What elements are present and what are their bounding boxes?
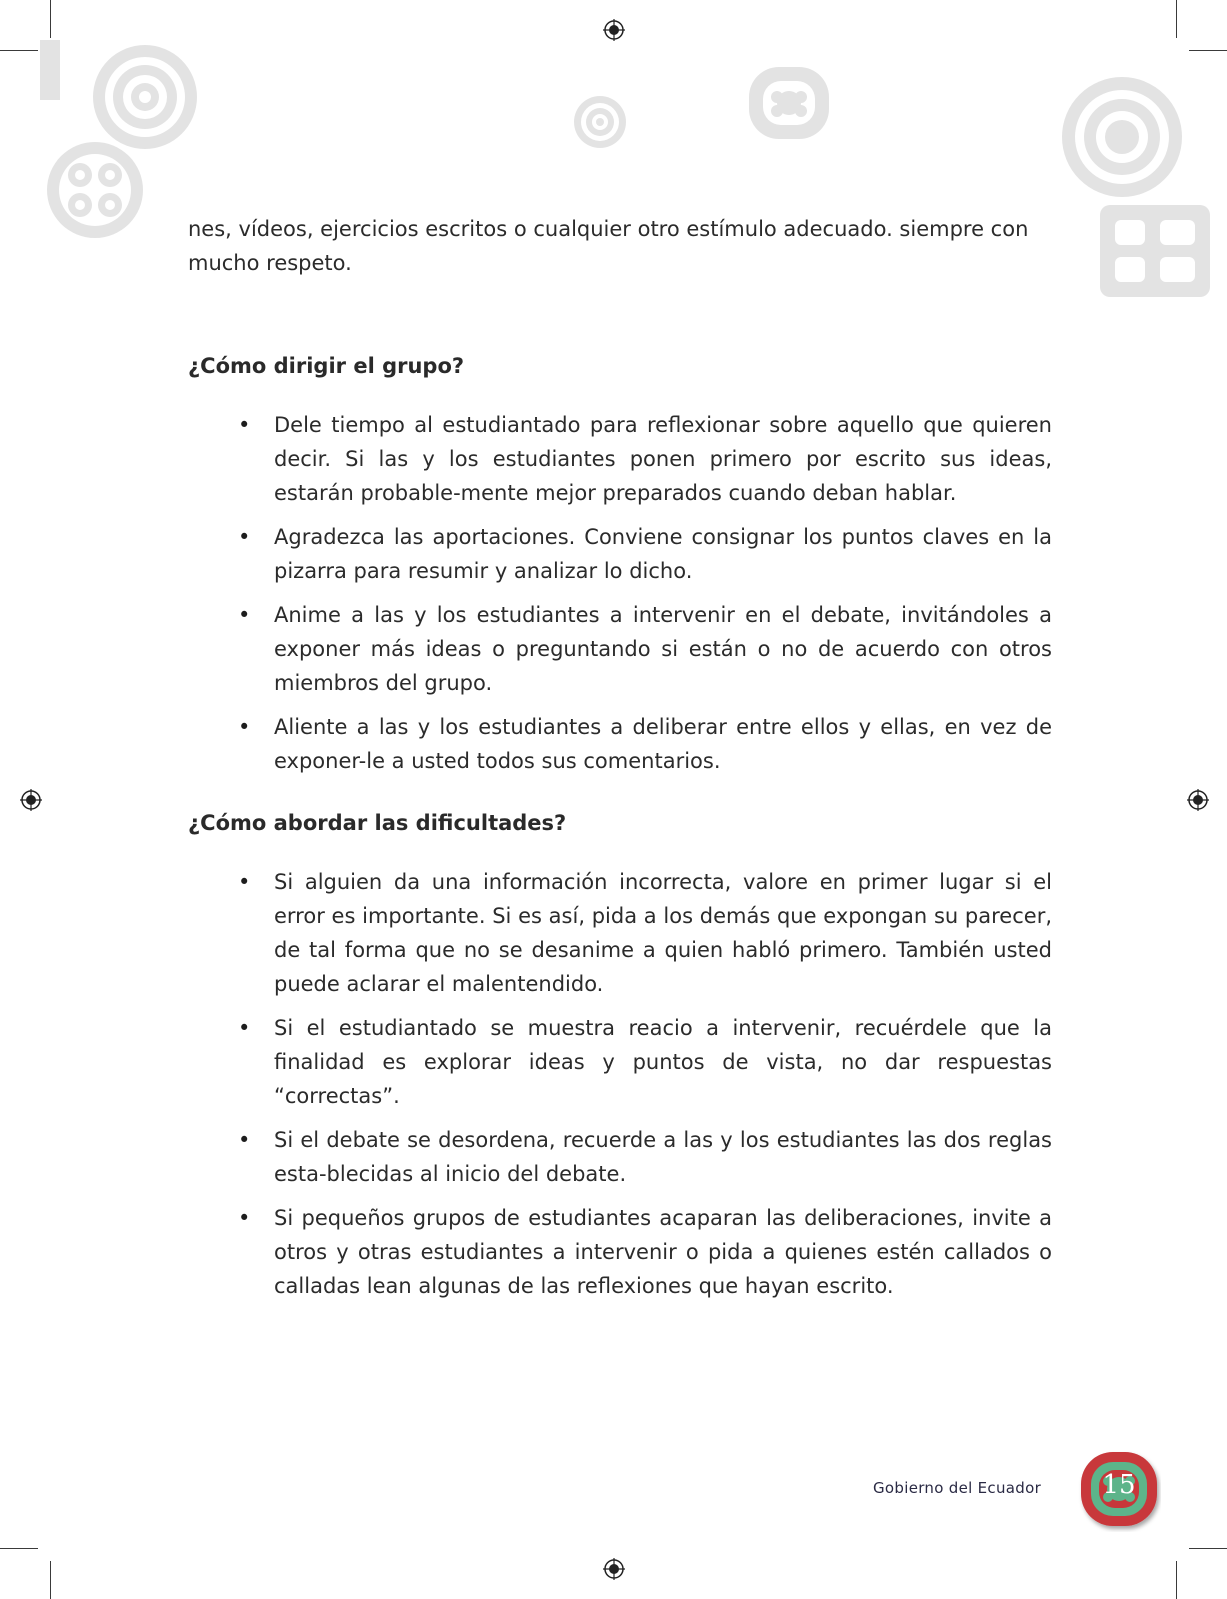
bullet-icon: • [238,870,251,894]
list-item [188,1201,1052,1303]
section-heading-dirigir: ¿Cómo dirigir el grupo? [188,354,465,378]
bullet-icon: • [238,1128,251,1152]
section-heading-dificultades: ¿Cómo abordar las dificultades? [188,811,567,835]
intro-paragraph: nes, vídeos, ejercicios escritos o cualquier otro estímulo adecuado. siempre con mucho respeto. [188,217,1029,275]
bullet-list-dificultades [188,865,1052,1313]
footer-publisher: Gobierno del Ecuador [873,1479,1042,1497]
list-item-text: Anime a las y los estudiantes a intervenir en el debate, invitándoles a exponer más ideas o preguntando si están o no de acuerdo con otros miembros del grupo. [274,603,1052,695]
registration-mark-left [20,789,42,811]
bullet-icon: • [238,1016,251,1040]
spiral-ornament-top-left [40,40,200,250]
crop-mark-bottom-right-h [1189,1548,1227,1549]
list-item [188,710,1052,778]
crop-mark-top-right-v [1176,0,1177,38]
bullet-list-dirigir [188,408,1052,788]
bullet-icon: • [238,603,251,627]
page-number: 15 [1102,1470,1136,1500]
bullet-icon: • [238,525,251,549]
flower-ornament-top [747,63,831,143]
registration-mark-right [1187,789,1209,811]
bullet-icon: • [238,413,251,437]
crop-mark-top-left-h [0,50,38,51]
list-item-text: Agradezca las aportaciones. Conviene consignar los puntos claves en la pizarra para resumir y analizar lo dicho. [274,525,1052,583]
list-item-text: Si alguien da una información incorrecta, valore en primer lugar si el error es importante. Si es así, pida a los demás que expongan su parecer, de tal forma que no se desanime a quien habló primero. También usted puede aclarar el malentendido. [274,870,1052,996]
page-number-badge [1077,1448,1161,1532]
list-item-text: Si el estudiantado se muestra reacio a intervenir, recuérdele que la finalidad es explorar ideas y puntos de vista, no dar respuestas “correctas”. [274,1016,1052,1108]
registration-mark-top [603,19,625,41]
list-item-text: Si el debate se desordena, recuerde a las y los estudiantes las dos reglas esta-blecidas al inicio del debate. [274,1128,1052,1186]
list-item-text: Aliente a las y los estudiantes a deliberar entre ellos y ellas, en vez de exponer-le a usted todos sus comentarios. [274,715,1052,773]
concentric-ornament-top-right [1060,75,1227,300]
main-content [188,212,1052,1298]
crop-mark-top-left-v [50,0,51,38]
crop-mark-bottom-left-v [50,1561,51,1599]
registration-mark-bottom [603,1558,625,1580]
list-item-text: Si pequeños grupos de estudiantes acaparan las deliberaciones, invite a otros y otras estudiantes a intervenir o pida a quienes estén callados o calladas lean algunas de las reflexiones que hayan escrito. [274,1206,1052,1298]
bullet-icon: • [238,715,251,739]
list-item [188,1123,1052,1191]
list-item [188,1011,1052,1113]
list-item [188,408,1052,510]
crop-mark-top-right-h [1189,50,1227,51]
spiral-ornament-top-center [573,95,627,149]
list-item [188,598,1052,700]
bullet-icon: • [238,1206,251,1230]
crop-mark-bottom-left-h [0,1548,38,1549]
list-item-text: Dele tiempo al estudiantado para reflexionar sobre aquello que quieren decir. Si las y los estudiantes ponen primero por escrito sus ideas, estarán probable-mente mejor preparados cuando deban hablar. [274,413,1052,505]
list-item [188,520,1052,588]
crop-mark-bottom-right-v [1176,1561,1177,1599]
list-item [188,865,1052,1001]
